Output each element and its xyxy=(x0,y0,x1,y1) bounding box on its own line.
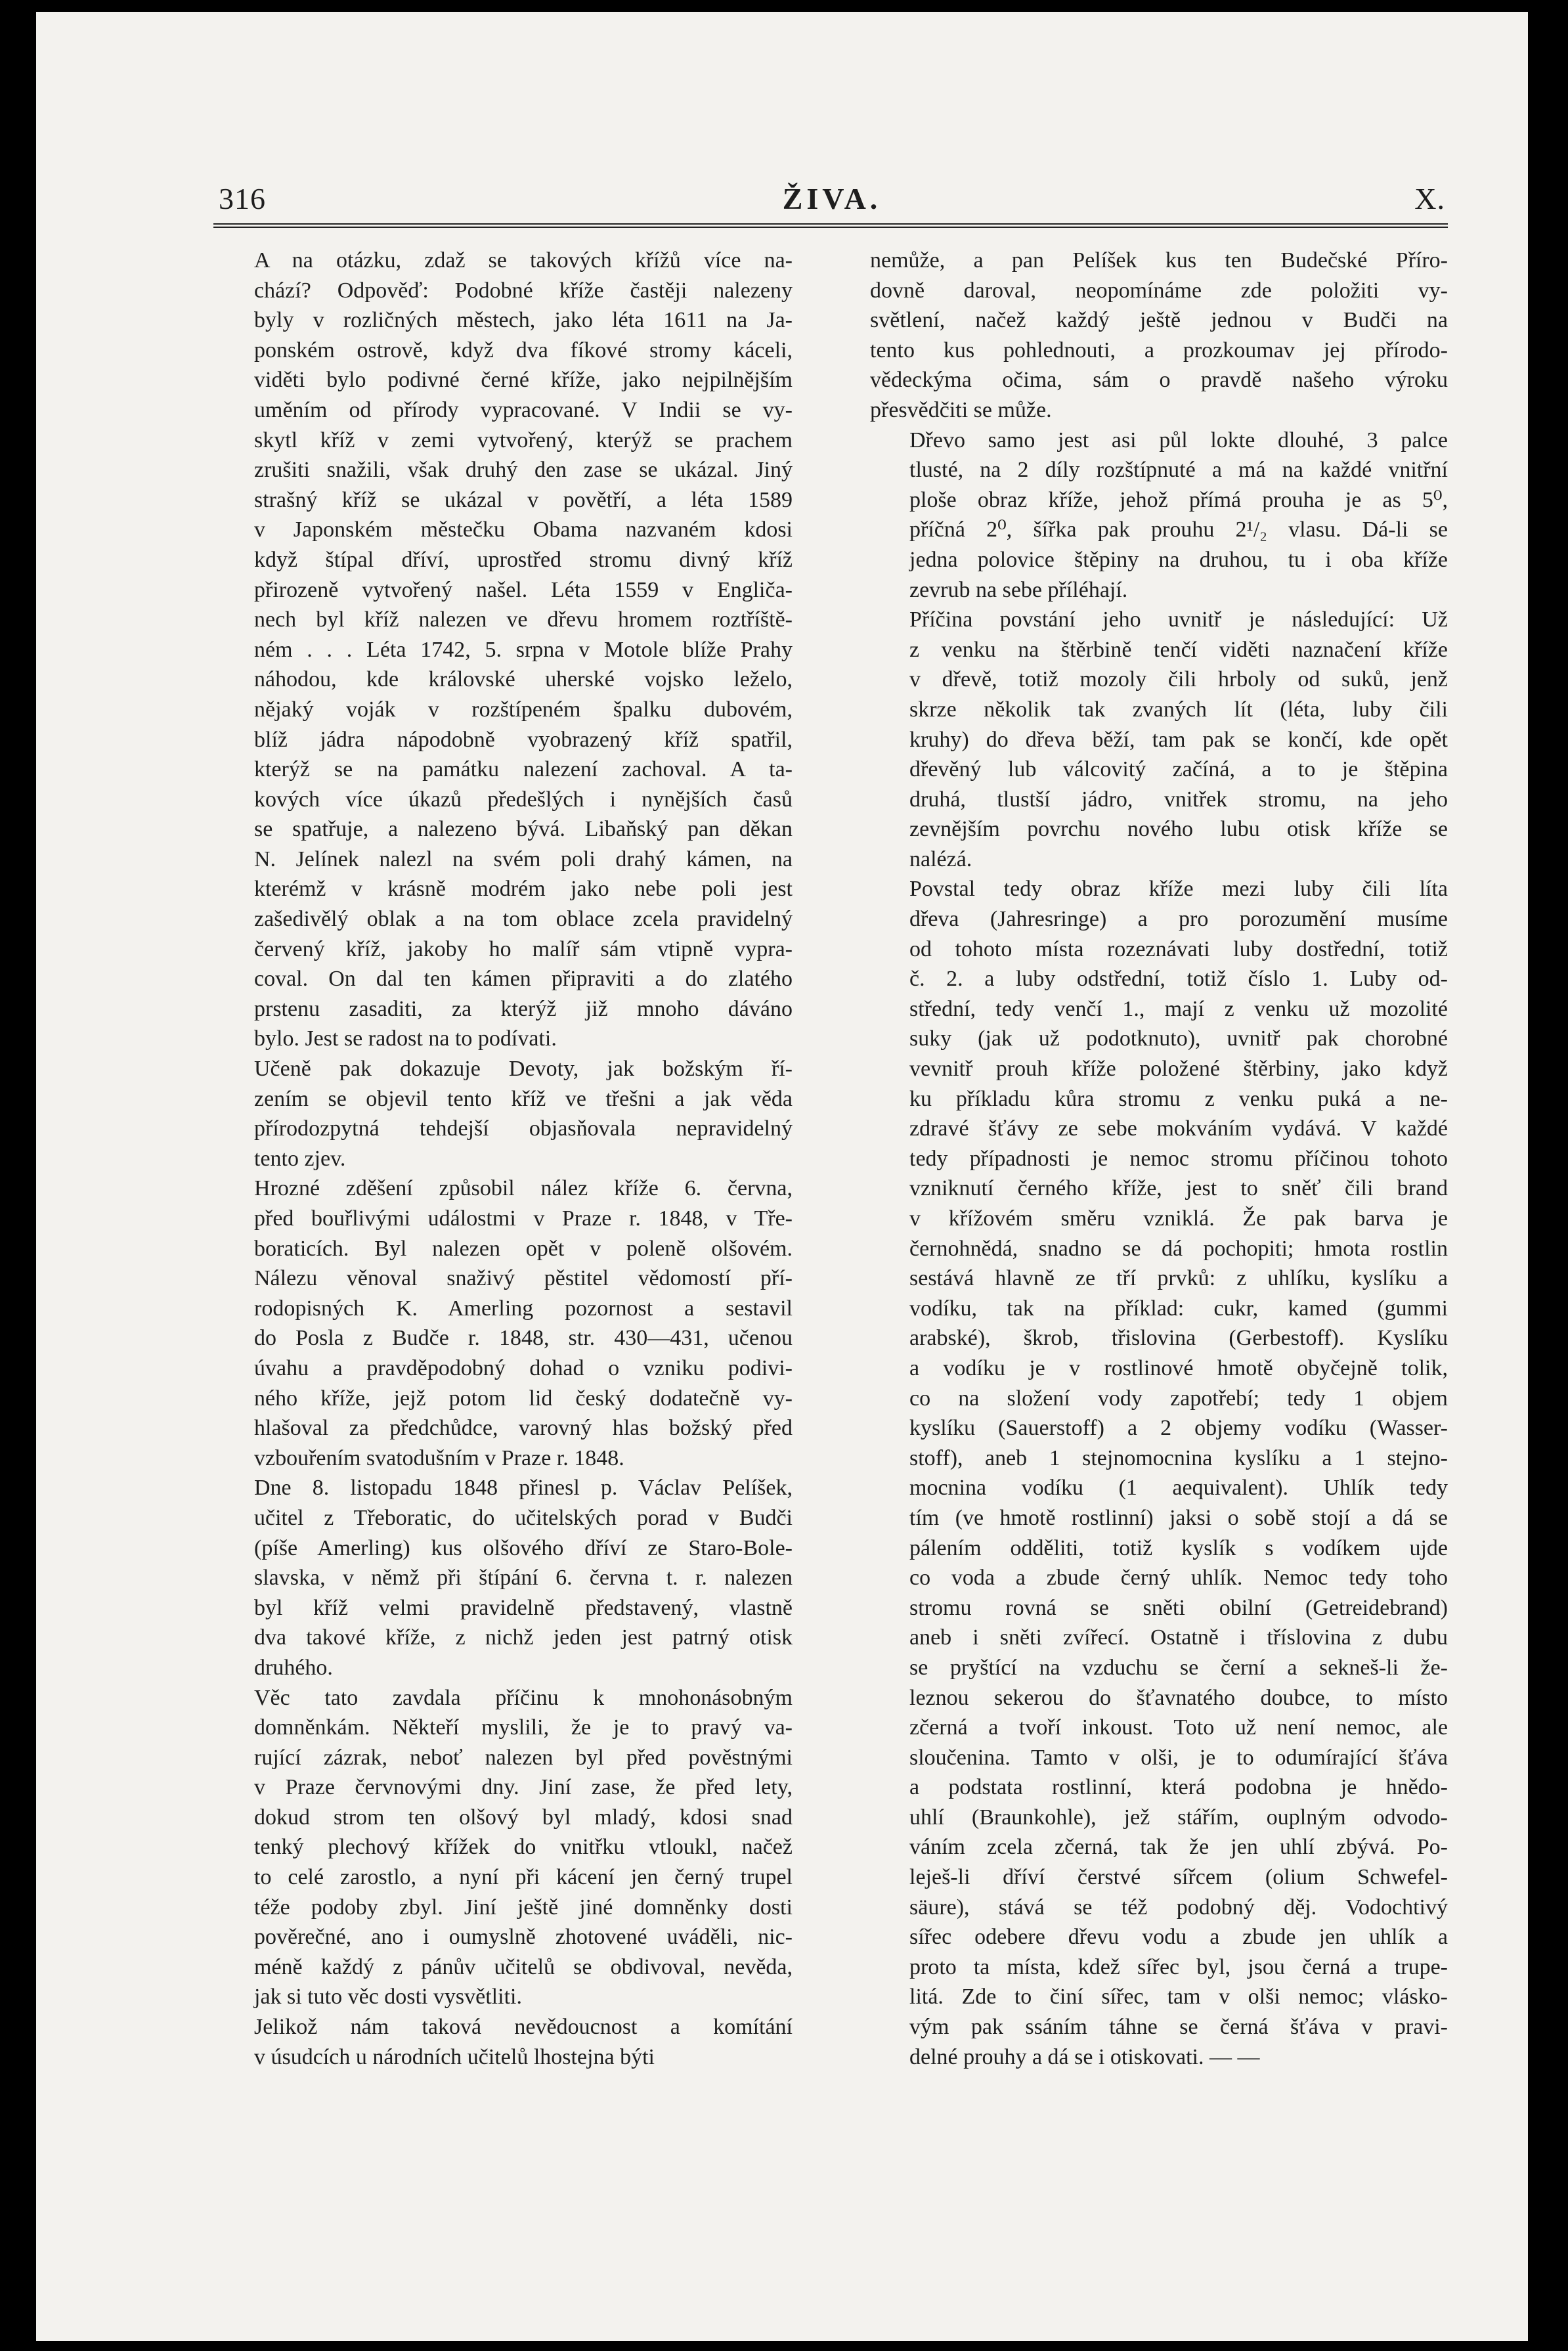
text-line: byl kříž velmi pravidelně představený, vlastně xyxy=(254,1595,793,1620)
text-line: suky (jak už podotknuto), uvnitř pak chorobné xyxy=(909,1026,1448,1051)
text-line: mocnina vodíku (1 aequivalent). Uhlík tedy xyxy=(909,1476,1448,1501)
text-line: jedna polovice štěpiny na druhou, tu i oba kříže xyxy=(909,547,1448,572)
text-line: od tohoto místa rozeznávati luby dostřední, totiž xyxy=(909,936,1448,961)
right-column xyxy=(870,246,1448,2072)
volume-number: X. xyxy=(1414,182,1445,215)
text-line: skytl kříž v zemi vytvořený, kterýž se prachem xyxy=(254,428,793,452)
text-line: Jelikož nám taková nevědoucnost a komítání xyxy=(254,2015,793,2040)
text-line: do Posla z Budče r. 1848, str. 430—431, učenou xyxy=(254,1326,793,1351)
text-line: uhlí (Braunkohle), jež stářím, ouplným odvodo- xyxy=(909,1805,1448,1830)
text-line: zašedivělý oblak a na tom oblace zcela pravidelný xyxy=(254,907,793,932)
text-line: vevnitř prouh kříže položené štěrbiny, jako když xyxy=(909,1057,1448,1082)
paragraph xyxy=(215,1054,793,1174)
text-line: ploše obraz kříže, jehož přímá prouha je as 5⁰, xyxy=(909,487,1448,512)
text-line: příčná 2⁰, šířka pak prouhu 2¹/₂ vlasu. Dá-li se xyxy=(909,517,1448,542)
text-line: č. 2. a luby odstřední, totiž číslo 1. Luby od- xyxy=(909,967,1448,992)
text-line: leješ-li dříví čerstvé sířcem (olium Schwefel- xyxy=(909,1865,1448,1890)
text-line: z venku na štěrbině tenčí viděti naznačení kříže xyxy=(909,637,1448,662)
text-line: před bouřlivými událostmi v Praze r. 1848, v Tře- xyxy=(254,1206,793,1231)
paragraph xyxy=(870,426,1448,605)
text-line: ponském ostrově, když dva fíkové stromy káceli, xyxy=(254,338,793,363)
text-line: A na otázku, zdaž se takových křížů více na- xyxy=(254,248,793,273)
text-line: zevrub na sebe příléhají. xyxy=(909,577,1128,602)
page-header xyxy=(219,181,1445,221)
text-line: vodíku, tak na příklad: cukr, kamed (gummi xyxy=(909,1296,1448,1321)
text-line: v dřevě, totiž mozoly čili hrboly od suků, jenž xyxy=(909,667,1448,692)
text-line: byly v rozličných městech, jako léta 1611 na Ja- xyxy=(254,308,793,333)
text-line: kterémž v krásně modrém jako nebe poli jest xyxy=(254,877,793,902)
paragraph xyxy=(870,605,1448,874)
text-line: pálením odděliti, totiž kyslík s vodíkem ujde xyxy=(909,1535,1448,1560)
text-line: se pryštící na vzduchu se černí a sekneš-li že- xyxy=(909,1655,1448,1680)
text-line: co voda a zbude černý uhlík. Nemoc tedy toho xyxy=(909,1566,1448,1591)
text-line: tenký plechový křížek do vnitřku vtloukl, načež xyxy=(254,1835,793,1860)
text-line: strašný kříž se ukázal v povětří, a léta 1589 xyxy=(254,487,793,512)
text-line: zrušiti snažili, však druhý den zase se ukázal. Jiný xyxy=(254,458,793,483)
text-line: dva takové kříže, z nichž jeden jest patrný otisk xyxy=(254,1625,793,1650)
text-line: nech byl kříž nalezen ve dřevu hromem roztříště- xyxy=(254,607,793,632)
text-line: dřevěný lub válcovitý začíná, a to je štěpina xyxy=(909,757,1448,782)
text-line: vzniknutí černého kříže, jest to sněť čili brand xyxy=(909,1176,1448,1201)
text-line: přesvědčiti se může. xyxy=(870,397,1052,422)
text-line: rodopisných K. Amerling pozornost a sestavil xyxy=(254,1296,793,1321)
text-line: stoff), aneb 1 stejnomocnina kyslíku a 1 stejno- xyxy=(909,1445,1448,1470)
text-line: vým pak ssáním táhne se černá šťáva v pravi- xyxy=(909,2015,1448,2040)
header-rule xyxy=(213,223,1448,228)
text-line: střední, tedy venčí 1., mají z venku už mozolité xyxy=(909,996,1448,1021)
text-line: leznou sekerou do šťavnatého doubce, to místo xyxy=(909,1685,1448,1710)
text-line: coval. On dal ten kámen připraviti a do zlatého xyxy=(254,967,793,992)
text-line: zdravé šťávy ze sebe mokváním vydává. V každé xyxy=(909,1116,1448,1141)
paragraph xyxy=(215,2012,793,2072)
text-line: dokud strom ten olšový byl mladý, kdosi snad xyxy=(254,1805,793,1830)
paragraph xyxy=(215,1174,793,1473)
text-line: kyslíku (Sauerstoff) a 2 objemy vodíku (Wasser- xyxy=(909,1416,1448,1441)
text-line: když štípal dříví, uprostřed stromu divný kříž xyxy=(254,547,793,572)
text-line: to celé zarostlo, a nyní při kácení jen černý trupel xyxy=(254,1865,793,1890)
text-line: proto ta místa, kdež sířec byl, jsou černá a trupe- xyxy=(909,1954,1448,1979)
paragraph xyxy=(215,1683,793,2013)
text-line: v Praze červnovými dny. Jiní zase, že před lety, xyxy=(254,1775,793,1800)
text-line: kterýž se na památku nalezení zachoval. A ta- xyxy=(254,757,793,782)
text-line: arabské), škrob, třislovina (Gerbestoff). Kyslíku xyxy=(909,1326,1448,1351)
text-line: tento zjev. xyxy=(254,1146,346,1171)
text-line: Povstal tedy obraz kříže mezi luby čili líta xyxy=(909,877,1448,902)
text-line: uměním od přírody vypracované. V Indii se vy- xyxy=(254,397,793,422)
text-line: pověrečné, ano i oumyslně zhotovené uváděli, nic- xyxy=(254,1925,793,1950)
text-line: aneb i sněti zvířecí. Ostatně i tříslovina z dubu xyxy=(909,1625,1448,1650)
text-line: přírodozpytná tehdejší objasňovala nepravidelný xyxy=(254,1116,793,1141)
text-line: stromu rovná se sněti obilní (Getreidebrand) xyxy=(909,1595,1448,1620)
paragraph xyxy=(215,1473,793,1682)
text-line: prstenu zasaditi, za kterýž již mnoho dáváno xyxy=(254,996,793,1021)
text-line: slavska, v němž při štípání 6. června t. r. nalezen xyxy=(254,1566,793,1591)
text-line: N. Jelínek nalezl na svém poli drahý kámen, na xyxy=(254,846,793,871)
text-line: nalézá. xyxy=(909,846,972,871)
text-line: sloučenina. Tamto v olši, je to odumírající šťáva xyxy=(909,1745,1448,1770)
text-line: Dne 8. listopadu 1848 přinesl p. Václav Pelíšek, xyxy=(254,1476,793,1501)
text-line: skrze několik tak zvaných lít (léta, luby čili xyxy=(909,697,1448,722)
text-line: méně každý z pánův učitelů se obdivoval, nevěda, xyxy=(254,1954,793,1979)
text-line: Věc tato zavdala příčinu k mnohonásobným xyxy=(254,1685,793,1710)
text-line: ném . . . Léta 1742, 5. srpna v Motole blíže Prahy xyxy=(254,637,793,662)
text-line: co na složení vody zapotřebí; tedy 1 objem xyxy=(909,1386,1448,1411)
text-line: ného kříže, jejž potom lid český dodatečně vy- xyxy=(254,1386,793,1411)
text-line: úvahu a pravděpodobný dohad o vzniku podivi- xyxy=(254,1355,793,1380)
text-line: (píše Amerling) kus olšového dříví ze Staro-Bole- xyxy=(254,1535,793,1560)
text-line: tlusté, na 2 díly rozštípnuté a má na každé vnitřní xyxy=(909,458,1448,483)
book-page xyxy=(36,12,1528,2341)
text-line: jak si tuto věc dosti vysvětliti. xyxy=(254,1985,522,2010)
text-line: druhého. xyxy=(254,1655,333,1680)
text-line: světlení, načež každý ještě jednou v Budči na xyxy=(870,308,1448,333)
paragraph xyxy=(870,246,1448,426)
text-line: hlašoval za předchůdce, varovný hlas božský před xyxy=(254,1416,793,1441)
text-line: tedy případnosti je nemoc stromu příčinou tohoto xyxy=(909,1146,1448,1171)
text-line: červený kříž, jakoby ho malíř sám vtipně vypra- xyxy=(254,936,793,961)
text-line: kruhy) do dřeva běží, tam pak se končí, kde opět xyxy=(909,727,1448,752)
text-line: téže podoby zbyl. Jiní ještě jiné domněnky dosti xyxy=(254,1895,793,1920)
text-line: Hrozné zděšení způsobil nález kříže 6. června, xyxy=(254,1176,793,1201)
text-line: a vodíku je v rostlinové hmotě obyčejně tolik, xyxy=(909,1355,1448,1380)
text-line: druhá, tlustší jádro, vnitřek stromu, na jeho xyxy=(909,787,1448,812)
text-line: blíž jádra nápodobně vyobrazený kříž spatřil, xyxy=(254,727,793,752)
paragraph xyxy=(870,874,1448,2072)
text-line: náhodou, kde královské uherské vojsko leželo, xyxy=(254,667,793,692)
text-line: bylo. Jest se radost na to podívati. xyxy=(254,1026,557,1051)
page-number: 316 xyxy=(219,182,266,215)
text-line: černohnědá, snadno se dá pochopiti; hmota rostlin xyxy=(909,1236,1448,1261)
text-line: boraticích. Byl nalezen opět v poleně olšovém. xyxy=(254,1236,793,1261)
text-line: zčerná a tvoří inkoust. Toto už není nemoc, ale xyxy=(909,1715,1448,1740)
text-line: Dřevo samo jest asi půl lokte dlouhé, 3 palce xyxy=(909,428,1448,452)
text-line: ku příkladu kůra stromu z venku puká a ne- xyxy=(909,1086,1448,1111)
text-line: domněnkám. Někteří myslili, že je to pravý va- xyxy=(254,1715,793,1740)
text-line: se spatřuje, a nalezeno bývá. Libaňský pan děkan xyxy=(254,817,793,842)
text-line: delné prouhy a dá se i otiskovati. — — xyxy=(909,2044,1260,2069)
left-column xyxy=(215,246,793,2072)
text-line: dovně daroval, neopomínáme zde položiti vy- xyxy=(870,278,1448,303)
text-line: rující zázrak, neboť nalezen byl před pověstnými xyxy=(254,1745,793,1770)
text-line: chází? Odpověď: Podobné kříže častěji nalezeny xyxy=(254,278,793,303)
text-line: sířec odebere dřevu vodu a zbude jen uhlík a xyxy=(909,1925,1448,1950)
text-line: zením se objevil tento kříž ve třešni a jak věda xyxy=(254,1086,793,1111)
text-line: přirozeně vytvořený našel. Léta 1559 v Engliča- xyxy=(254,577,793,602)
text-line: Učeně pak dokazuje Devoty, jak božským ří- xyxy=(254,1057,793,1082)
text-line: litá. Zde to činí sířec, tam v olši nemoc; vlásko- xyxy=(909,1985,1448,2010)
journal-title: ŽIVA. xyxy=(782,182,882,215)
text-line: nějaký voják v rozštípeném špalku dubovém, xyxy=(254,697,793,722)
text-line: viděti bylo podivné černé kříže, jako nejpilnějším xyxy=(254,368,793,393)
text-line: kových více úkazů předešlých i nynějších časů xyxy=(254,787,793,812)
text-line: učitel z Třeboratic, do učitelských porad v Budči xyxy=(254,1505,793,1530)
text-line: váním zcela zčerná, tak že jen uhlí zbývá. Po- xyxy=(909,1835,1448,1860)
text-line: zevnějším povrchu nového lubu otisk kříže se xyxy=(909,817,1448,842)
text-line: vzbouřením svatodušním v Praze r. 1848. xyxy=(254,1445,624,1470)
text-line: Nálezu věnoval snaživý pěstitel vědomostí pří- xyxy=(254,1266,793,1291)
text-line: dřeva (Jahresringe) a pro porozumění musíme xyxy=(909,907,1448,932)
text-line: tím (ve hmotě rostlinní) jaksi o sobě stojí a dá se xyxy=(909,1505,1448,1530)
text-line: v křížovém směru vzniklá. Že pak barva je xyxy=(909,1206,1448,1231)
text-line: tento kus pohlednouti, a prozkoumav jej přírodo- xyxy=(870,338,1448,363)
text-line: a podstata rostlinní, která podobna je hnědo- xyxy=(909,1775,1448,1800)
text-line: v Japonském městečku Obama nazvaném kdosi xyxy=(254,517,793,542)
text-line: säure), stává se též podobný děj. Vodochtivý xyxy=(909,1895,1448,1920)
text-line: sestává hlavně ze tří prvků: z uhlíku, kyslíku a xyxy=(909,1266,1448,1291)
text-line: Příčina povstání jeho uvnitř je následující: Už xyxy=(909,607,1448,632)
text-line: nemůže, a pan Pelíšek kus ten Budečské Příro- xyxy=(870,248,1448,273)
text-line: vědeckýma očima, sám o pravdě našeho výroku xyxy=(870,368,1448,393)
paragraph xyxy=(215,246,793,1054)
text-line: v úsudcích u národních učitelů lhostejna býti xyxy=(254,2044,655,2069)
